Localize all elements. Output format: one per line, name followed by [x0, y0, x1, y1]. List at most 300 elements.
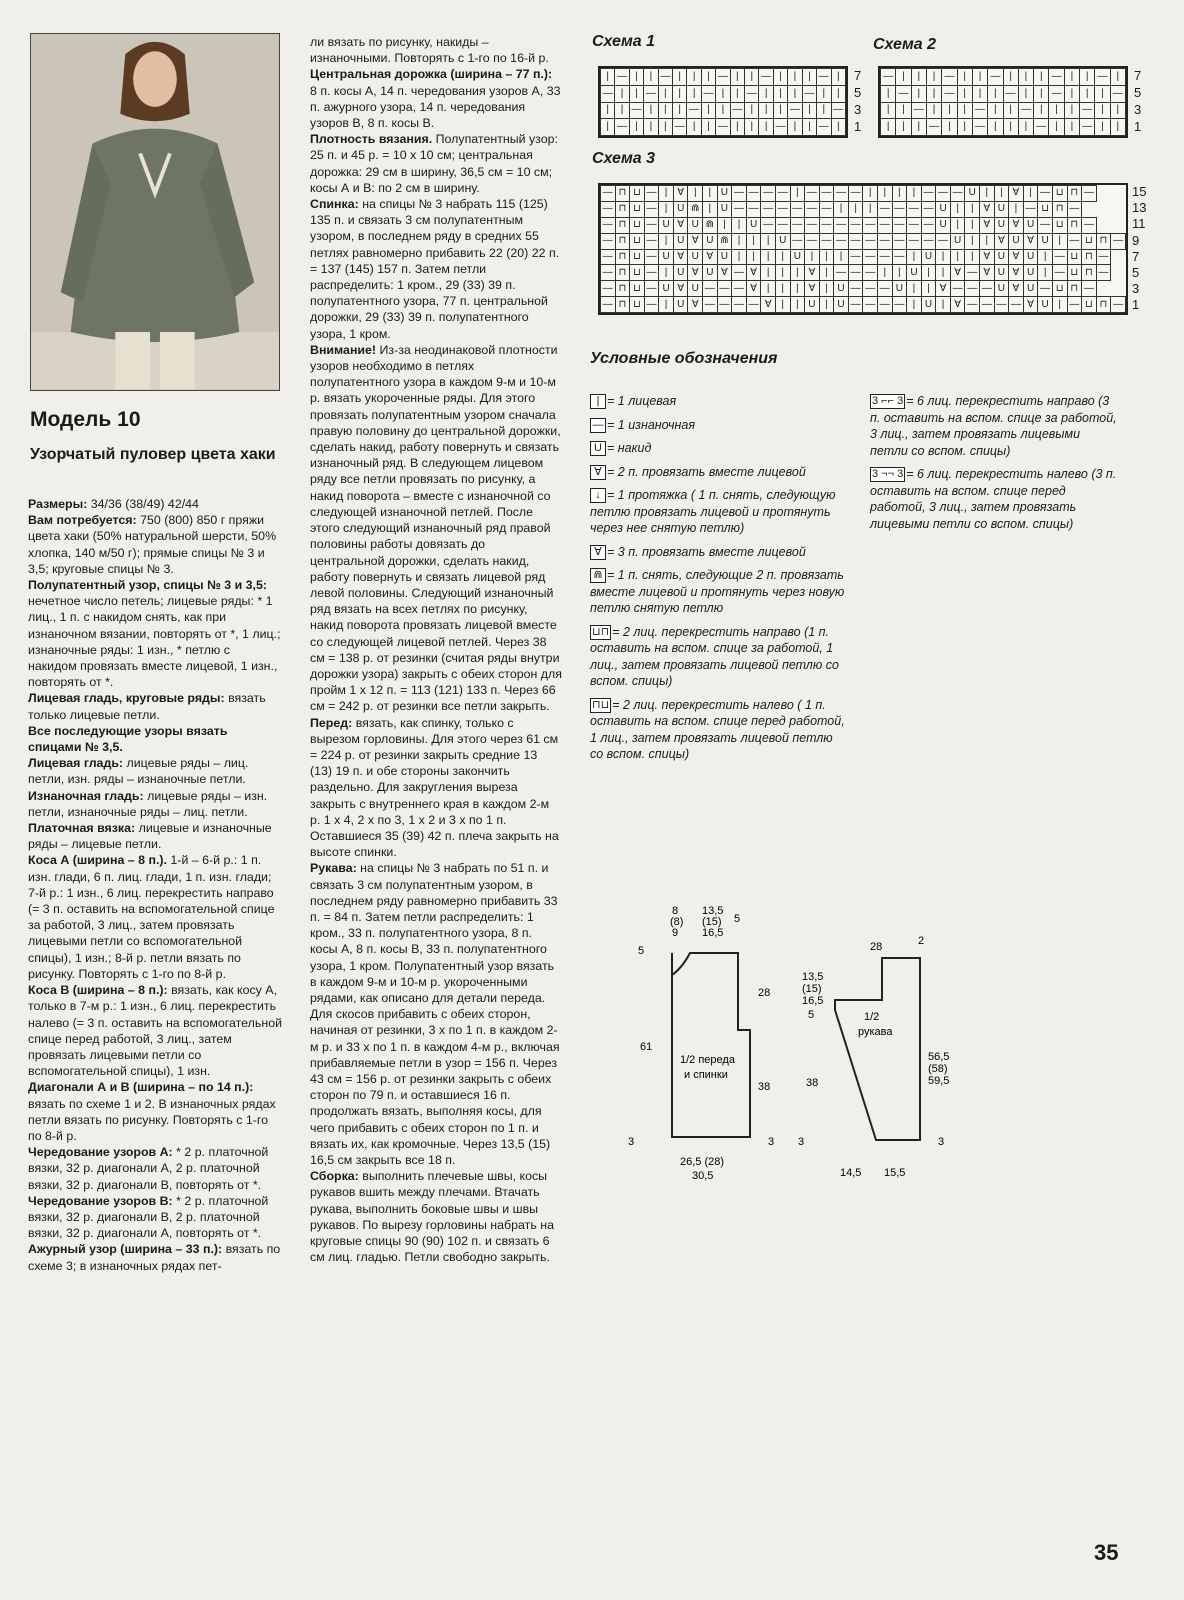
chart-cell: —	[972, 119, 987, 136]
chart-cell: |	[658, 119, 672, 136]
chart-cell: ⊓	[615, 249, 630, 265]
chart-cell: —	[896, 85, 911, 102]
chart-cell: U	[834, 297, 849, 313]
chart-cell: |	[911, 119, 926, 136]
chart-cell: U	[1009, 233, 1024, 249]
chart-cell: —	[601, 85, 615, 102]
paragraph-text: 750 (800) 850 г пряжи цвета хаки (50% натуральной шерсти, 50% хлопка, 140 м/50 г); прямые спицы № 3 и 3,5; круговые спицы № 3.	[28, 513, 277, 576]
dim-3-right: 3	[768, 1136, 775, 1148]
chart-cell: —	[819, 186, 834, 202]
chart-cell: —	[1034, 119, 1049, 136]
chart-cell: ∀	[673, 217, 688, 233]
chart-cell: |	[911, 85, 926, 102]
legend-text: = 2 п. провязать вместе лицевой	[607, 464, 806, 479]
chart-cell: —	[601, 201, 616, 217]
paragraph-heading: Спинка:	[310, 197, 359, 212]
chart-cell: |	[881, 102, 896, 119]
legend-right	[870, 393, 1120, 539]
chart-cell: |	[892, 265, 907, 281]
legend-text: = 6 лиц. перекрестить налево (3 п. оставить на вспом. спице перед работой, 3 лиц., затем провязать лицевыми петли со вспом. спицы)	[870, 467, 1117, 531]
legend-text: = накид	[607, 441, 652, 455]
sleeve-dim-135: 13,5	[802, 971, 824, 983]
chart-cell: —	[717, 281, 732, 297]
chart-cell: —	[950, 186, 965, 202]
chart-cell: |	[658, 85, 672, 102]
schema2-row-numbers	[1134, 67, 1141, 135]
chart-cell: ∀	[688, 233, 703, 249]
chart-cell: |	[658, 102, 672, 119]
chart-cell: —	[788, 102, 802, 119]
chart-cell: |	[759, 85, 773, 102]
sleeve-dim-5: 5	[808, 1009, 815, 1021]
chart-cell: —	[817, 69, 831, 86]
paragraph	[28, 982, 282, 1079]
row-number: 1	[1134, 119, 1142, 134]
chart-cell: U	[907, 265, 922, 281]
sleeve-dim-28: 28	[870, 941, 883, 953]
paragraph-text: Из-за неодинаковой плотности узоров необходимо в петлях полупатентного узора в каждом 9-м и 10-м р. вязать укороченные ряды. Для этого провязать полупатентным узором сначала правую половину до центральной дорожки, сделать накид, работу повернуть и связать изнаночный ряд. В следующем лицевом ряду все петли провязать по рисунку, а накид поворота – вместе с изнаночной со следующей изнаночной петлей. После этого следующий изнаночный ряд правой половины работы довязать до центральной дорожки, сделать накид, работу повернуть и связать лицевой ряд левой половины. Следующий изнаночный ряд вязать на всех петлях по рисунку, накид поворота провязать лицевой вместе со следующей лицевой петлей. Через 38 см = 138 р. от резинки (считая ряды внутри дорожки узора) закрыть с обеих сторон для пройм 1 х 12 п. = 113 (121) 133 п. Через 66 см = 242 р. от резинки все петли закрыть.	[310, 342, 562, 714]
chart-cell: —	[1095, 69, 1110, 86]
chart-cell: —	[834, 265, 849, 281]
chart-cell: |	[788, 69, 802, 86]
chart-cell: ∀	[673, 281, 688, 297]
chart-cell: —	[775, 186, 790, 202]
chart-cell: —	[907, 201, 922, 217]
stitch-symbol-icon: U	[590, 441, 606, 456]
chart-cell: —	[805, 233, 820, 249]
paragraph	[28, 1241, 282, 1273]
chart-cell: —	[790, 217, 805, 233]
chart-cell: ∀	[805, 281, 820, 297]
chart-cell: |	[759, 102, 773, 119]
chart-cell: |	[730, 119, 744, 136]
paragraph-text: вязать только лицевые петли.	[28, 691, 266, 722]
schema2-title: Схема 2	[873, 36, 937, 53]
chart-cell: |	[644, 102, 658, 119]
row-number: 5	[854, 85, 862, 100]
chart-cell: —	[629, 102, 643, 119]
sleeve-dim-2: 2	[918, 935, 925, 947]
paragraph-heading: Вам потребуется:	[28, 513, 137, 528]
chart-cell: |	[761, 249, 776, 265]
chart-cell: ∀	[950, 265, 965, 281]
chart-cell: |	[761, 281, 776, 297]
chart-cell: |	[834, 249, 849, 265]
chart-cell: |	[1038, 249, 1053, 265]
chart-cell: —	[877, 281, 892, 297]
paragraph-heading: Изнаночная гладь:	[28, 788, 144, 803]
schema3-row-numbers	[1132, 184, 1146, 314]
front-back-outline	[672, 953, 750, 1137]
row-number: 5	[1132, 265, 1140, 281]
chart-cell: |	[615, 102, 629, 119]
chart-cell: |	[644, 119, 658, 136]
schema3-grid	[598, 183, 1128, 315]
model-subtitle: Узорчатый пуловер цвета хаки	[30, 446, 276, 463]
chart-cell: |	[701, 119, 715, 136]
chart-cell: |	[965, 217, 980, 233]
paragraph-heading: Размеры:	[28, 497, 88, 511]
chart-cell: —	[1082, 281, 1097, 297]
chart-cell: |	[1064, 119, 1079, 136]
chart-cell: |	[1023, 186, 1038, 202]
chart-cell: —	[1023, 201, 1038, 217]
chart-cell: —	[716, 69, 730, 86]
chart-cell: —	[892, 201, 907, 217]
chart-cell: |	[957, 85, 972, 102]
chart-cell: —	[877, 217, 892, 233]
chart-cell: —	[863, 217, 878, 233]
chart-cell: |	[950, 217, 965, 233]
stitch-symbol-icon: ∀	[590, 545, 606, 560]
chart-cell: |	[1049, 119, 1064, 136]
paragraph	[28, 755, 282, 787]
chart-cell: ∀	[761, 297, 776, 313]
chart-cell: |	[896, 69, 911, 86]
paragraph-heading: Сборка:	[310, 1169, 359, 1184]
model-photo	[30, 33, 280, 391]
chart-cell: |	[746, 249, 761, 265]
chart-cell: ⊔	[630, 281, 645, 297]
chart-cell: U	[688, 249, 703, 265]
dim-8b: (8)	[670, 916, 684, 928]
chart-cell: U	[673, 265, 688, 281]
chart-cell: —	[644, 85, 658, 102]
chart-cell: |	[730, 85, 744, 102]
chart-cell: —	[1111, 297, 1126, 313]
paragraph	[28, 852, 282, 982]
chart-cell: —	[1038, 217, 1053, 233]
stitch-symbol-icon: ⊔⊓	[592, 625, 610, 638]
chart-cell: —	[615, 119, 629, 136]
stitch-symbol-icon: ∀	[590, 465, 606, 480]
chart-cell: —	[775, 201, 790, 217]
chart-cell: ⊔	[1052, 186, 1067, 202]
chart-cell: U	[921, 249, 936, 265]
row-number: 3	[1132, 281, 1140, 297]
paragraph	[28, 577, 282, 690]
chart-cell: —	[972, 102, 987, 119]
chart-cell: —	[761, 217, 776, 233]
chart-cell: ⊔	[630, 217, 645, 233]
chart-cell: |	[881, 119, 896, 136]
chart-cell: |	[788, 85, 802, 102]
chart-cell: U	[717, 186, 732, 202]
paragraph	[28, 788, 282, 820]
chart-cell: —	[644, 217, 659, 233]
chart-cell: |	[950, 201, 965, 217]
chart-cell: ⋒	[703, 217, 718, 233]
chart-cell: ⊔	[1067, 265, 1082, 281]
chart-cell: |	[819, 297, 834, 313]
chart-cell: |	[819, 281, 834, 297]
chart-cell: |	[1018, 85, 1033, 102]
chart-cell: |	[775, 249, 790, 265]
chart-cell: —	[848, 281, 863, 297]
chart-cell: |	[745, 119, 759, 136]
chart-cell: |	[601, 102, 615, 119]
chart-cell: |	[831, 85, 846, 102]
chart-cell: —	[730, 102, 744, 119]
chart-cell: ⋒	[688, 201, 703, 217]
sleeve-dim-165: 16,5	[802, 995, 824, 1007]
model-title: Модель 10	[30, 408, 141, 431]
chart-cell: U	[673, 201, 688, 217]
chart-cell: —	[907, 233, 922, 249]
chart-cell: —	[601, 217, 616, 233]
chart-cell: —	[965, 281, 980, 297]
chart-cell: ∀	[1009, 281, 1024, 297]
paragraph-text: 8 п. косы А, 14 п. чередования узоров А, 33 п. ажурного узора, 14 п. чередования узоров В, 8 п. косы В.	[310, 83, 561, 131]
legend-item	[590, 487, 845, 537]
row-number: 5	[1134, 85, 1142, 100]
chart-cell: —	[994, 297, 1009, 313]
chart-cell: —	[1009, 297, 1024, 313]
chart-cell: U	[746, 217, 761, 233]
chart-cell: ⊔	[630, 201, 645, 217]
chart-cell: |	[802, 102, 816, 119]
chart-cell: U	[703, 233, 718, 249]
chart-cell: —	[988, 69, 1003, 86]
paragraph	[310, 196, 562, 342]
chart-cell: |	[965, 233, 980, 249]
chart-cell: —	[644, 281, 659, 297]
paragraph	[28, 1144, 282, 1193]
chart-cell: —	[790, 233, 805, 249]
chart-cell: |	[1003, 69, 1018, 86]
legend-text: = 1 протяжка ( 1 п. снять, следующую петлю провязать лицевой и протянуть через нее снятую петлю)	[590, 488, 836, 535]
chart-cell: U	[994, 281, 1009, 297]
chart-cell: |	[896, 102, 911, 119]
chart-cell: —	[942, 85, 957, 102]
chart-cell: —	[1080, 102, 1095, 119]
chart-cell: ∀	[980, 249, 995, 265]
paragraph	[310, 131, 562, 196]
chart-cell: —	[1003, 85, 1018, 102]
chart-cell: ⋒	[717, 233, 732, 249]
row-number: 11	[1132, 216, 1146, 232]
chart-cell: |	[802, 69, 816, 86]
chart-cell: —	[701, 85, 715, 102]
stitch-symbol-icon: ↓	[590, 488, 606, 503]
dim-61: 61	[640, 1041, 653, 1053]
chart-cell: —	[644, 201, 659, 217]
chart-cell: —	[819, 201, 834, 217]
chart-cell: ⊓	[615, 265, 630, 281]
legend-title: Условные обозначения	[590, 350, 778, 367]
chart-cell: |	[703, 186, 718, 202]
paragraph-heading: Внимание!	[310, 342, 377, 357]
row-number: 1	[1132, 297, 1140, 313]
chart-cell: ⊔	[630, 249, 645, 265]
chart-cell: |	[775, 281, 790, 297]
paragraph-text: * 2 р. платочной вязки, 32 р. диагонали В, 2 р. платочной вязки, 32 р. диагонали А, повторять от *.	[28, 1193, 269, 1241]
sleeve-dim-15: (15)	[802, 983, 822, 995]
chart-cell: |	[907, 297, 922, 313]
paragraph	[28, 496, 282, 512]
chart-cell: |	[761, 233, 776, 249]
sleeve-label-1: 1/2	[864, 1011, 880, 1023]
paragraph-heading: Диагонали А и В (ширина – по 14 п.):	[28, 1080, 254, 1095]
legend-text: = 1 п. снять, следующие 2 п. провязать вместе лицевой и протянуть через новую петлю снятую петлю	[590, 568, 845, 615]
chart-cell: —	[1111, 233, 1126, 249]
chart-cell: —	[790, 201, 805, 217]
chart-cell: ∀	[746, 281, 761, 297]
chart-cell: U	[936, 217, 951, 233]
chart-cell: |	[629, 85, 643, 102]
chart-cell: —	[658, 69, 672, 86]
chart-cell: |	[716, 102, 730, 119]
chart-cell: ∀	[936, 281, 951, 297]
chart-cell: |	[892, 186, 907, 202]
chart-cell: —	[775, 217, 790, 233]
chart-cell: —	[717, 297, 732, 313]
sleeve-dim-3-left: 3	[798, 1136, 805, 1148]
chart-cell: —	[950, 281, 965, 297]
paragraph-heading: Коса В (ширина – 8 п.):	[28, 983, 168, 998]
chart-cell: —	[863, 249, 878, 265]
schema2-grid	[878, 66, 1128, 138]
chart-cell: |	[834, 201, 849, 217]
paragraph-text: лицевые и изнаночные ряды – лицевые петли.	[28, 821, 272, 852]
chart-cell: U	[834, 281, 849, 297]
sleeve-dim-3-right: 3	[938, 1136, 945, 1148]
chart-cell: |	[911, 69, 926, 86]
chart-cell: —	[1052, 249, 1067, 265]
dim-width-1: 26,5 (28)	[680, 1156, 725, 1168]
chart-cell: —	[601, 281, 616, 297]
chart-cell: —	[1082, 217, 1097, 233]
row-number: 1	[854, 119, 862, 134]
chart-cell: |	[1009, 201, 1024, 217]
chart-cell: —	[1096, 249, 1111, 265]
chart-cell: |	[1018, 69, 1033, 86]
chart-cell: |	[957, 119, 972, 136]
chart-cell: —	[732, 297, 747, 313]
chart-cell: |	[615, 85, 629, 102]
chart-cell: —	[911, 102, 926, 119]
dim-165: 16,5	[702, 927, 724, 939]
chart-cell: |	[805, 249, 820, 265]
legend-item	[870, 466, 1120, 532]
chart-cell: |	[629, 69, 643, 86]
paragraph-text: на спицы № 3 набрать по 51 п. и связать 3 см полупатентным узором, в последнем ряду равномерно прибавить 33 п. = 84 п. Затем петли распределить: 1 кром., 33 п. полупатентного узора, 8 п. косы А, 8 п. косы В, 33 п. полупатентного узора, 1 кром. Полупатентный узор вязать в каждом 9-м и 10-м р. укороченными рядами, как описано для детали переда. Для скосов прибавить с обеих сторон, начиная от резинки, 3 х по 1 п. в каждом 2-м р. и 33 х по 1 п. в каждом 4-м р., включая прибавляемые петли в узор = 156 п. Через 43 см = 156 р. от резинки закрыть с обеих сторон по 79 п. и оставшиеся 16 п. продолжать вязать, выполняя косы, для чего прибавить с обеих сторон по 1 п. и вязать их, как кромочные. Через 13,5 (15) 16,5 см закрыть все 18 п.	[310, 861, 560, 1168]
chart-cell: |	[773, 85, 787, 102]
chart-cell: |	[1110, 69, 1125, 86]
chart-cell: —	[805, 217, 820, 233]
chart-cell: |	[701, 69, 715, 86]
chart-cell: U	[703, 265, 718, 281]
chart-cell: —	[644, 186, 659, 202]
chart-cell: —	[877, 233, 892, 249]
paragraph	[28, 723, 282, 755]
chart-cell: —	[965, 265, 980, 281]
instructions-column-1	[28, 496, 282, 1274]
paragraph-heading: Плотность вязания.	[310, 132, 433, 147]
chart-cell: —	[892, 249, 907, 265]
chart-cell: —	[877, 249, 892, 265]
page-number: 35	[1094, 1540, 1119, 1565]
chart-cell: |	[775, 297, 790, 313]
chart-cell: |	[926, 85, 941, 102]
paragraph-heading: Перед:	[310, 715, 353, 730]
stitch-symbol-icon: 3 ¬¬ 3	[872, 468, 904, 481]
instructions-column-2	[310, 34, 562, 1265]
dim-width-2: 30,5	[692, 1170, 714, 1182]
chart-cell: —	[716, 119, 730, 136]
chart-cell: U	[994, 249, 1009, 265]
chart-cell: |	[759, 119, 773, 136]
chart-cell: U	[1023, 281, 1038, 297]
chart-cell: |	[773, 102, 787, 119]
chart-cell: ⊔	[1052, 217, 1067, 233]
chart-cell: ∀	[980, 217, 995, 233]
chart-cell: ∀	[673, 186, 688, 202]
legend-text: = 1 изнаночная	[607, 417, 696, 432]
chart-cell: |	[877, 186, 892, 202]
chart-cell: ⊓	[1067, 186, 1082, 202]
chart-cell: ⊓	[1067, 217, 1082, 233]
stitch-symbol-icon: ⊓⊔	[592, 698, 610, 711]
legend-item	[590, 417, 845, 434]
chart-cell: ∀	[746, 265, 761, 281]
chart-cell: |	[831, 119, 846, 136]
sleeve-dim-38: 38	[806, 1077, 819, 1089]
chart-cell: |	[761, 265, 776, 281]
paragraph-text: Полупатентный узор: 25 п. и 45 р. = 10 х 10 см; центральная дорожка: 29 см в ширину, 36,5 см = 10 см; косы А и В: по 2 см в ширину.	[310, 132, 558, 195]
paragraph	[28, 820, 282, 852]
chart-cell: |	[950, 249, 965, 265]
chart-cell: —	[746, 201, 761, 217]
dim-135: 13,5	[702, 905, 724, 917]
sleeve-dim-155: 15,5	[884, 1167, 906, 1179]
chart-cell: ⊓	[1052, 201, 1067, 217]
chart-cell: |	[1064, 85, 1079, 102]
chart-cell: |	[921, 265, 936, 281]
row-number: 13	[1132, 200, 1147, 216]
paragraph	[28, 1079, 282, 1144]
chart-cell: ⊓	[615, 186, 630, 202]
chart-cell: —	[1096, 265, 1111, 281]
chart-cell: |	[601, 69, 615, 86]
chart-cell: U	[892, 281, 907, 297]
chart-cell: ∀	[1023, 233, 1038, 249]
chart-cell: —	[834, 217, 849, 233]
front-label-2: и спинки	[684, 1069, 728, 1081]
chart-cell: ⊔	[1082, 297, 1097, 313]
sleeve-outline	[835, 958, 920, 1140]
front-label-1: 1/2 переда	[680, 1054, 735, 1066]
chart-cell: |	[773, 69, 787, 86]
chart-cell: |	[907, 186, 922, 202]
chart-cell: |	[701, 102, 715, 119]
chart-cell: ⊓	[615, 281, 630, 297]
chart-cell: |	[1034, 69, 1049, 86]
chart-cell: |	[717, 217, 732, 233]
dim-8: 8	[672, 905, 679, 917]
chart-cell: ∀	[950, 297, 965, 313]
chart-cell: —	[921, 233, 936, 249]
legend-item	[870, 393, 1120, 459]
paragraph	[28, 690, 282, 722]
chart-cell: |	[942, 102, 957, 119]
sleeve-dim-145: 14,5	[840, 1167, 862, 1179]
chart-cell: |	[819, 265, 834, 281]
chart-cell: ∀	[688, 297, 703, 313]
chart-cell: —	[892, 297, 907, 313]
chart-cell: —	[1018, 102, 1033, 119]
legend-item	[590, 544, 845, 561]
